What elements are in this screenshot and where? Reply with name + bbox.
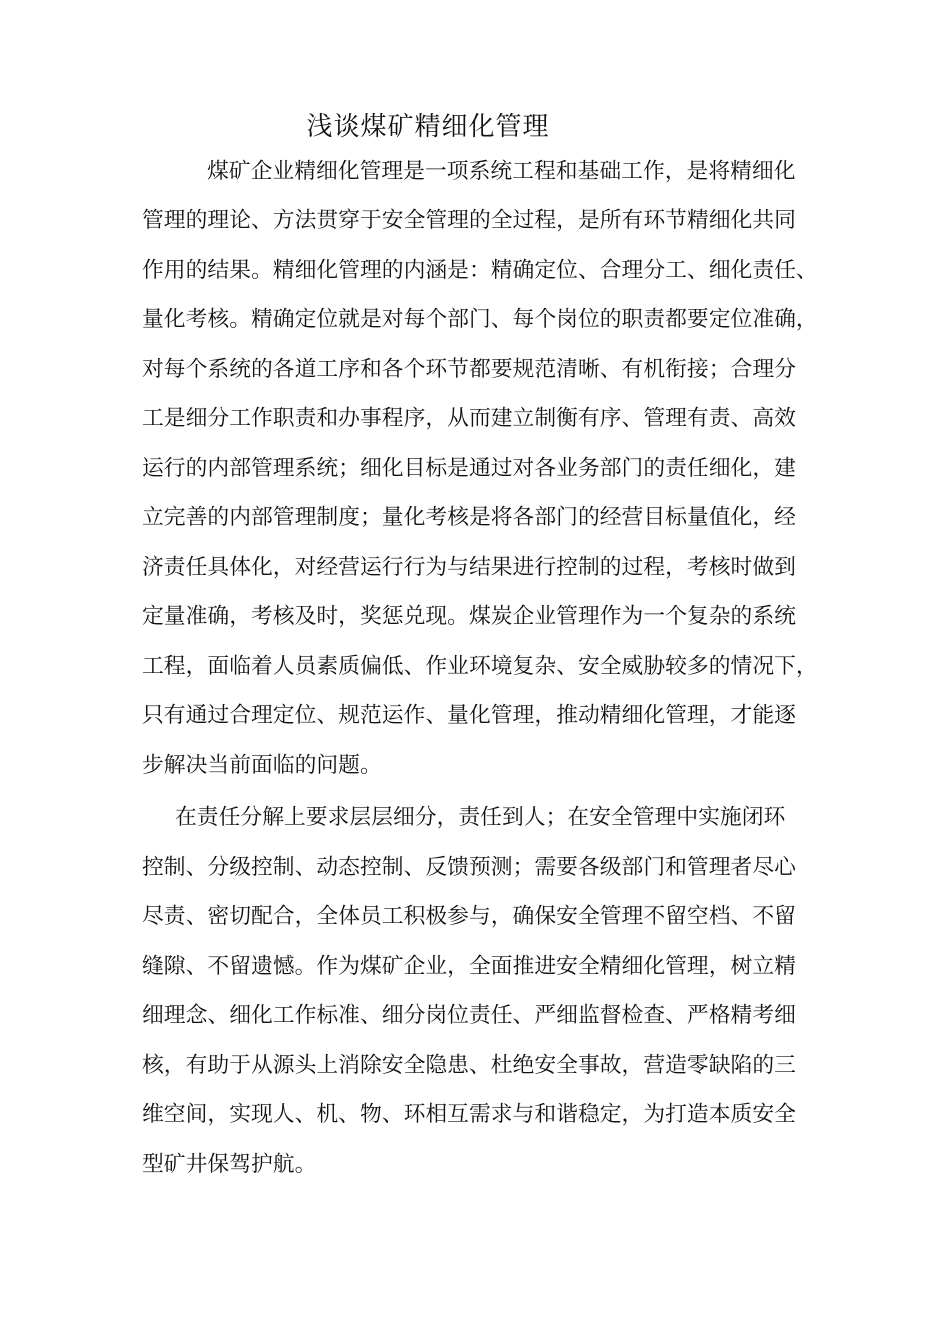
paragraph-2-line-1: 在责任分解上要求层层细分，责任到人；在安全管理中实施闭环	[175, 805, 786, 830]
paragraph-1-line-13: 步解决当前面临的问题。	[142, 753, 382, 778]
paragraph-2-line-4: 缝隙、不留遗憾。作为煤矿企业，全面推进安全精细化管理，树立精	[142, 954, 796, 979]
paragraph-1-line-9: 济责任具体化，对经营运行行为与结果进行控制的过程，考核时做到	[142, 555, 796, 580]
paragraph-2-line-6: 核，有助于从源头上消除安全隐患、杜绝安全事故，营造零缺陷的三	[142, 1053, 796, 1078]
paragraph-1-line-4: 量化考核。精确定位就是对每个部门、每个岗位的职责都要定位准确，	[142, 307, 818, 332]
paragraph-1-line-2: 管理的理论、方法贯穿于安全管理的全过程，是所有环节精细化共同	[142, 208, 796, 233]
paragraph-2-line-2: 控制、分级控制、动态控制、反馈预测；需要各级部门和管理者尽心	[142, 855, 796, 880]
document-title: 浅谈煤矿精细化管理	[306, 112, 550, 142]
paragraph-2-line-3: 尽责、密切配合，全体员工积极参与，确保安全管理不留空档、不留	[142, 904, 796, 929]
paragraph-1-line-7: 运行的内部管理系统；细化目标是通过对各业务部门的责任细化，建	[142, 456, 796, 481]
paragraph-2-line-5: 细理念、细化工作标准、细分岗位责任、严细监督检查、严格精考细	[142, 1003, 796, 1028]
paragraph-2-line-7: 维空间，实现人、机、物、环相互需求与和谐稳定，为打造本质安全	[142, 1102, 796, 1127]
paragraph-1-line-8: 立完善的内部管理制度；量化考核是将各部门的经营目标量值化，经	[142, 505, 796, 530]
paragraph-1-line-11: 工程，面临着人员素质偏低、作业环境复杂、安全威胁较多的情况下，	[142, 654, 818, 679]
paragraph-1-line-12: 只有通过合理定位、规范运作、量化管理，推动精细化管理，才能逐	[142, 703, 796, 728]
paragraph-1-line-6: 工是细分工作职责和办事程序，从而建立制衡有序、管理有责、高效	[142, 406, 796, 431]
paragraph-1-line-1: 煤矿企业精细化管理是一项系统工程和基础工作，是将精细化	[207, 159, 796, 184]
paragraph-1-line-3: 作用的结果。精细化管理的内涵是：精确定位、合理分工、细化责任、	[142, 258, 818, 283]
paragraph-1-line-10: 定量准确，考核及时，奖惩兑现。煤炭企业管理作为一个复杂的系统	[142, 604, 796, 629]
paragraph-1-line-5: 对每个系统的各道工序和各个环节都要规范清晰、有机衔接；合理分	[142, 357, 796, 382]
paragraph-2-line-8: 型矿井保驾护航。	[142, 1152, 317, 1177]
